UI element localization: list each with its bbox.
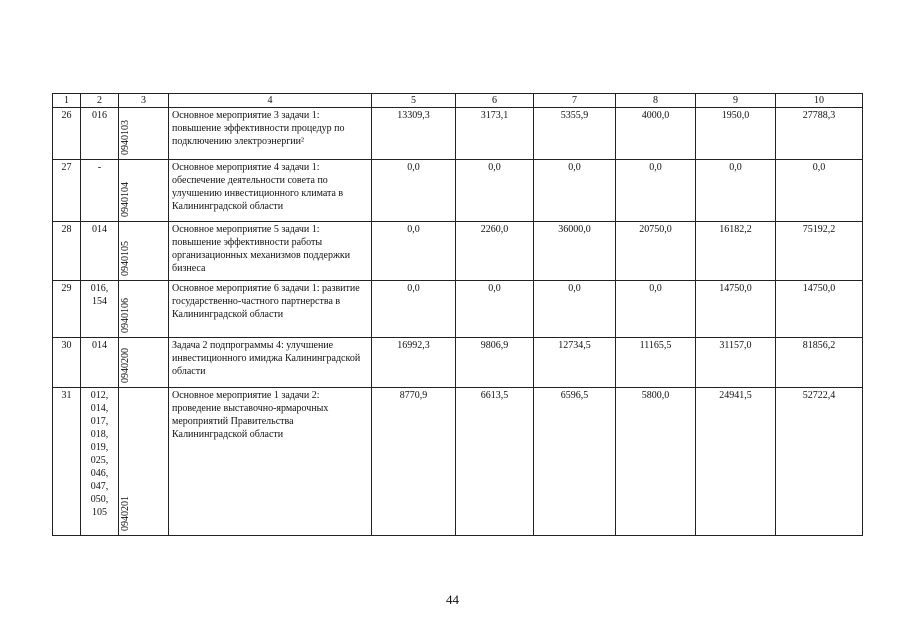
column-header: 1: [53, 94, 81, 108]
value-col9: 31157,0: [696, 338, 776, 388]
value-col7: 36000,0: [534, 222, 616, 281]
value-col6: 2260,0: [456, 222, 534, 281]
value-col8: 4000,0: [616, 108, 696, 160]
value-col5: 0,0: [372, 222, 456, 281]
column-header: 4: [169, 94, 372, 108]
column-header: 9: [696, 94, 776, 108]
admin-code: 012, 014, 017, 018, 019, 025, 046, 047, 050, 105: [81, 388, 119, 536]
admin-code: 014: [81, 222, 119, 281]
value-col10: 75192,2: [776, 222, 863, 281]
program-code: 0940200: [120, 348, 131, 383]
activity-name: Задача 2 подпрограммы 4: улучшение инвестиционного имиджа Калининградской области: [169, 338, 372, 388]
activity-name: Основное мероприятие 1 задачи 2: проведение выставочно-ярмарочных мероприятий Правительства Калининградской области: [169, 388, 372, 536]
value-col10: 0,0: [776, 160, 863, 222]
value-col6: 0,0: [456, 160, 534, 222]
row-number: 27: [53, 160, 81, 222]
row-number: 29: [53, 281, 81, 338]
value-col8: 20750,0: [616, 222, 696, 281]
column-header: 8: [616, 94, 696, 108]
activity-name: Основное мероприятие 4 задачи 1: обеспечение деятельности совета по улучшению инвестиционного климата в Калининградской области: [169, 160, 372, 222]
column-header: 5: [372, 94, 456, 108]
value-col8: 5800,0: [616, 388, 696, 536]
activity-name: Основное мероприятие 6 задачи 1: развитие государственно-частного партнерства в Калининградской области: [169, 281, 372, 338]
row-number: 28: [53, 222, 81, 281]
value-col6: 3173,1: [456, 108, 534, 160]
table-row: [53, 388, 863, 536]
value-col6: 0,0: [456, 281, 534, 338]
value-col5: 16992,3: [372, 338, 456, 388]
value-col9: 24941,5: [696, 388, 776, 536]
activity-name: Основное мероприятие 5 задачи 1: повышение эффективности работы организационных механизмов поддержки бизнеса: [169, 222, 372, 281]
value-col7: 6596,5: [534, 388, 616, 536]
value-col5: 0,0: [372, 281, 456, 338]
budget-table: [52, 93, 863, 536]
value-col7: 0,0: [534, 281, 616, 338]
column-header: 7: [534, 94, 616, 108]
column-header: 6: [456, 94, 534, 108]
value-col9: 14750,0: [696, 281, 776, 338]
page-number: 44: [446, 592, 459, 607]
value-col10: 27788,3: [776, 108, 863, 160]
program-code: 0940105: [120, 241, 131, 276]
value-col7: 5355,9: [534, 108, 616, 160]
activity-name: Основное мероприятие 3 задачи 1: повышение эффективности процедур по подключению электроэнергии²: [169, 108, 372, 160]
value-col5: 13309,3: [372, 108, 456, 160]
value-col7: 0,0: [534, 160, 616, 222]
value-col9: 1950,0: [696, 108, 776, 160]
admin-code: -: [81, 160, 119, 222]
value-col8: 0,0: [616, 281, 696, 338]
row-number: 31: [53, 388, 81, 536]
value-col5: 8770,9: [372, 388, 456, 536]
value-col10: 14750,0: [776, 281, 863, 338]
value-col10: 52722,4: [776, 388, 863, 536]
admin-code: 016, 154: [81, 281, 119, 338]
value-col5: 0,0: [372, 160, 456, 222]
admin-code: 014: [81, 338, 119, 388]
admin-code: 016: [81, 108, 119, 160]
program-code: 0940103: [120, 120, 131, 155]
column-header: 3: [119, 94, 169, 108]
value-col6: 9806,9: [456, 338, 534, 388]
table-row: [53, 160, 863, 222]
program-code: 0940106: [120, 298, 131, 333]
table-row: [53, 108, 863, 160]
value-col10: 81856,2: [776, 338, 863, 388]
program-code: 0940201: [120, 496, 131, 531]
table-row: [53, 222, 863, 281]
column-header: 2: [81, 94, 119, 108]
header-row: [53, 94, 863, 108]
table-row: [53, 281, 863, 338]
table-row: [53, 338, 863, 388]
value-col9: 16182,2: [696, 222, 776, 281]
column-header: 10: [776, 94, 863, 108]
row-number: 26: [53, 108, 81, 160]
program-code: 0940104: [120, 182, 131, 217]
value-col7: 12734,5: [534, 338, 616, 388]
value-col8: 0,0: [616, 160, 696, 222]
row-number: 30: [53, 338, 81, 388]
value-col9: 0,0: [696, 160, 776, 222]
value-col8: 11165,5: [616, 338, 696, 388]
value-col6: 6613,5: [456, 388, 534, 536]
